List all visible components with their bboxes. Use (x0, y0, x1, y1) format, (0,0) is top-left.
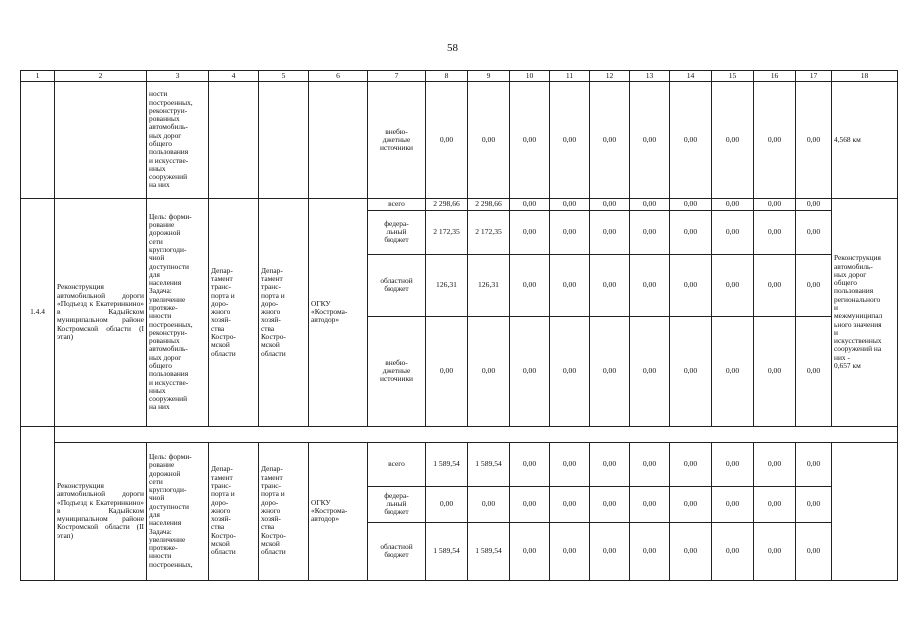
value-cell: 0,00 (590, 486, 630, 522)
value-cell: 0,00 (426, 316, 468, 426)
column-header: 16 (754, 71, 796, 82)
value-cell: 0,00 (670, 254, 712, 316)
column-header: 8 (426, 71, 468, 82)
value-cell: 0,00 (670, 316, 712, 426)
value-cell: 0,00 (670, 522, 712, 580)
value-cell: 0,00 (510, 522, 550, 580)
value-cell: 0,00 (712, 442, 754, 486)
funding-source: внебю- джетные источники (368, 82, 426, 199)
funding-source: областной бюджет (368, 254, 426, 316)
value-cell: 0,00 (796, 522, 832, 580)
value-cell: 0,00 (550, 486, 590, 522)
value-cell: 0,00 (510, 316, 550, 426)
result-cell (832, 442, 898, 580)
executor-cell (259, 82, 309, 199)
value-cell: 0,00 (550, 316, 590, 426)
value-cell: 0,00 (754, 486, 796, 522)
item-number-cell (21, 82, 55, 199)
value-cell: 0,00 (468, 486, 510, 522)
value-cell: 0,00 (670, 210, 712, 254)
value-cell: 0,00 (630, 316, 670, 426)
value-cell: 0,00 (468, 316, 510, 426)
value-cell: 0,00 (630, 522, 670, 580)
program-table (20, 70, 898, 581)
value-cell: 0,00 (630, 210, 670, 254)
value-cell: 0,00 (550, 254, 590, 316)
value-cell: 0,00 (510, 82, 550, 199)
column-header: 18 (832, 71, 898, 82)
value-cell: 0,00 (590, 522, 630, 580)
value-cell: 126,31 (426, 254, 468, 316)
column-header: 11 (550, 71, 590, 82)
value-cell: 1 589,54 (468, 522, 510, 580)
value-cell: 0,00 (754, 316, 796, 426)
value-cell: 0,00 (550, 210, 590, 254)
executor-text: Депар- тамент транс- порта и доро- жного хозяй- ства Костро- мской области (259, 199, 309, 427)
value-cell: 0,00 (796, 486, 832, 522)
customer-text: Депар- тамент транс- порта и доро- жного хозяй- ства Костро- мской области (209, 442, 259, 580)
task-text: ности построенных, реконструи- рованных автомобиль- ных дорог общего пользования и искусстве- нных сооружений на них (147, 82, 209, 199)
value-cell: 0,00 (796, 82, 832, 199)
customer-cell (209, 82, 259, 199)
column-header: 6 (309, 71, 368, 82)
item-name-cell (55, 82, 147, 199)
value-cell: 0,00 (754, 210, 796, 254)
result-text: 4,568 км (832, 82, 898, 199)
funding-source: всего (368, 442, 426, 486)
agency-cell (309, 82, 368, 199)
value-cell: 0,00 (670, 442, 712, 486)
value-cell: 0,00 (712, 82, 754, 199)
result-text: Реконструкция автомобиль- ных дорог общего пользования регионального и межмуниципал ьного значения и искусственных сооружений на них - 0,657 км (832, 199, 898, 427)
value-cell: 0,00 (712, 486, 754, 522)
value-cell: 0,00 (754, 254, 796, 316)
agency-text: ОГКУ «Кострома- автодор» (309, 199, 368, 427)
item-number: 1.4.4 (21, 199, 55, 427)
value-cell: 0,00 (712, 254, 754, 316)
value-cell: 0,00 (754, 82, 796, 199)
value-cell: 2 172,35 (426, 210, 468, 254)
column-header: 13 (630, 71, 670, 82)
value-cell: 0,00 (670, 199, 712, 211)
column-header: 10 (510, 71, 550, 82)
value-cell: 0,00 (510, 486, 550, 522)
item-number-cell (21, 426, 55, 580)
value-cell: 126,31 (468, 254, 510, 316)
column-header: 1 (21, 71, 55, 82)
value-cell: 0,00 (590, 199, 630, 211)
value-cell: 0,00 (754, 522, 796, 580)
value-cell: 2 298,66 (468, 199, 510, 211)
value-cell: 0,00 (550, 442, 590, 486)
value-cell: 0,00 (590, 316, 630, 426)
spacer-cell (55, 426, 898, 442)
value-cell: 0,00 (550, 82, 590, 199)
page-number: 58 (447, 42, 458, 54)
value-cell: 0,00 (754, 199, 796, 211)
value-cell: 0,00 (796, 442, 832, 486)
value-cell: 0,00 (796, 316, 832, 426)
value-cell: 0,00 (468, 82, 510, 199)
value-cell: 2 298,66 (426, 199, 468, 211)
value-cell: 0,00 (670, 486, 712, 522)
column-header: 15 (712, 71, 754, 82)
value-cell: 0,00 (630, 486, 670, 522)
value-cell: 0,00 (590, 210, 630, 254)
customer-text: Депар- тамент транс- порта и доро- жного хозяй- ства Костро- мской области (209, 199, 259, 427)
value-cell: 0,00 (630, 442, 670, 486)
item-name: Реконструкция автомобильной дороги «Подъезд к Екатеринкино» в Кадыйском муниципальном районе Костромской области (I этап) (55, 199, 147, 427)
value-cell: 0,00 (796, 210, 832, 254)
item-name: Реконструкция автомобильной дороги «Подъезд к Екатеринкино» в Кадыйском муниципальном районе Костромской области (II этап) (55, 442, 147, 580)
column-header: 12 (590, 71, 630, 82)
value-cell: 0,00 (426, 82, 468, 199)
funding-source: областной бюджет (368, 522, 426, 580)
column-header: 14 (670, 71, 712, 82)
table-row (21, 82, 898, 199)
value-cell: 0,00 (796, 254, 832, 316)
value-cell: 0,00 (426, 486, 468, 522)
goal-text: Цель: форми- рование дорожной сети круглогоди- чной доступности для населения Задача: увеличение протяже- нности построенных, реконструи- рованных автомобиль- ных дорог общего пользования и искусстве- нных сооружений на них (147, 199, 209, 427)
column-header: 5 (259, 71, 309, 82)
column-header: 17 (796, 71, 832, 82)
value-cell: 0,00 (754, 442, 796, 486)
value-cell: 0,00 (510, 210, 550, 254)
value-cell: 0,00 (670, 82, 712, 199)
column-header: 2 (55, 71, 147, 82)
executor-text: Депар- тамент транс- порта и доро- жного хозяй- ства Костро- мской области (259, 442, 309, 580)
value-cell: 0,00 (590, 82, 630, 199)
funding-source: внебю- джетные источники (368, 316, 426, 426)
value-cell: 0,00 (630, 254, 670, 316)
column-header: 7 (368, 71, 426, 82)
value-cell: 1 589,54 (426, 442, 468, 486)
value-cell: 0,00 (590, 254, 630, 316)
value-cell: 1 589,54 (426, 522, 468, 580)
value-cell: 0,00 (510, 199, 550, 211)
column-header: 3 (147, 71, 209, 82)
goal-text: Цель: форми- рование дорожной сети круглогоди- чной доступности для населения Задача: увеличение протяже- нности построенных, (147, 442, 209, 580)
column-number-row (21, 71, 898, 82)
column-header: 9 (468, 71, 510, 82)
value-cell: 0,00 (796, 199, 832, 211)
agency-text: ОГКУ «Кострома- автодор» (309, 442, 368, 580)
funding-source: федера- льный бюджет (368, 486, 426, 522)
funding-source: федера- льный бюджет (368, 210, 426, 254)
value-cell: 0,00 (712, 522, 754, 580)
spacer-row (21, 426, 898, 442)
value-cell: 2 172,35 (468, 210, 510, 254)
value-cell: 0,00 (550, 522, 590, 580)
funding-source: всего (368, 199, 426, 211)
value-cell: 0,00 (590, 442, 630, 486)
table-row (21, 442, 898, 486)
value-cell: 0,00 (712, 316, 754, 426)
value-cell: 0,00 (510, 254, 550, 316)
value-cell: 0,00 (630, 82, 670, 199)
value-cell: 0,00 (712, 199, 754, 211)
value-cell: 0,00 (630, 199, 670, 211)
value-cell: 0,00 (712, 210, 754, 254)
table-row (21, 199, 898, 211)
value-cell: 0,00 (510, 442, 550, 486)
value-cell: 1 589,54 (468, 442, 510, 486)
value-cell: 0,00 (550, 199, 590, 211)
column-header: 4 (209, 71, 259, 82)
